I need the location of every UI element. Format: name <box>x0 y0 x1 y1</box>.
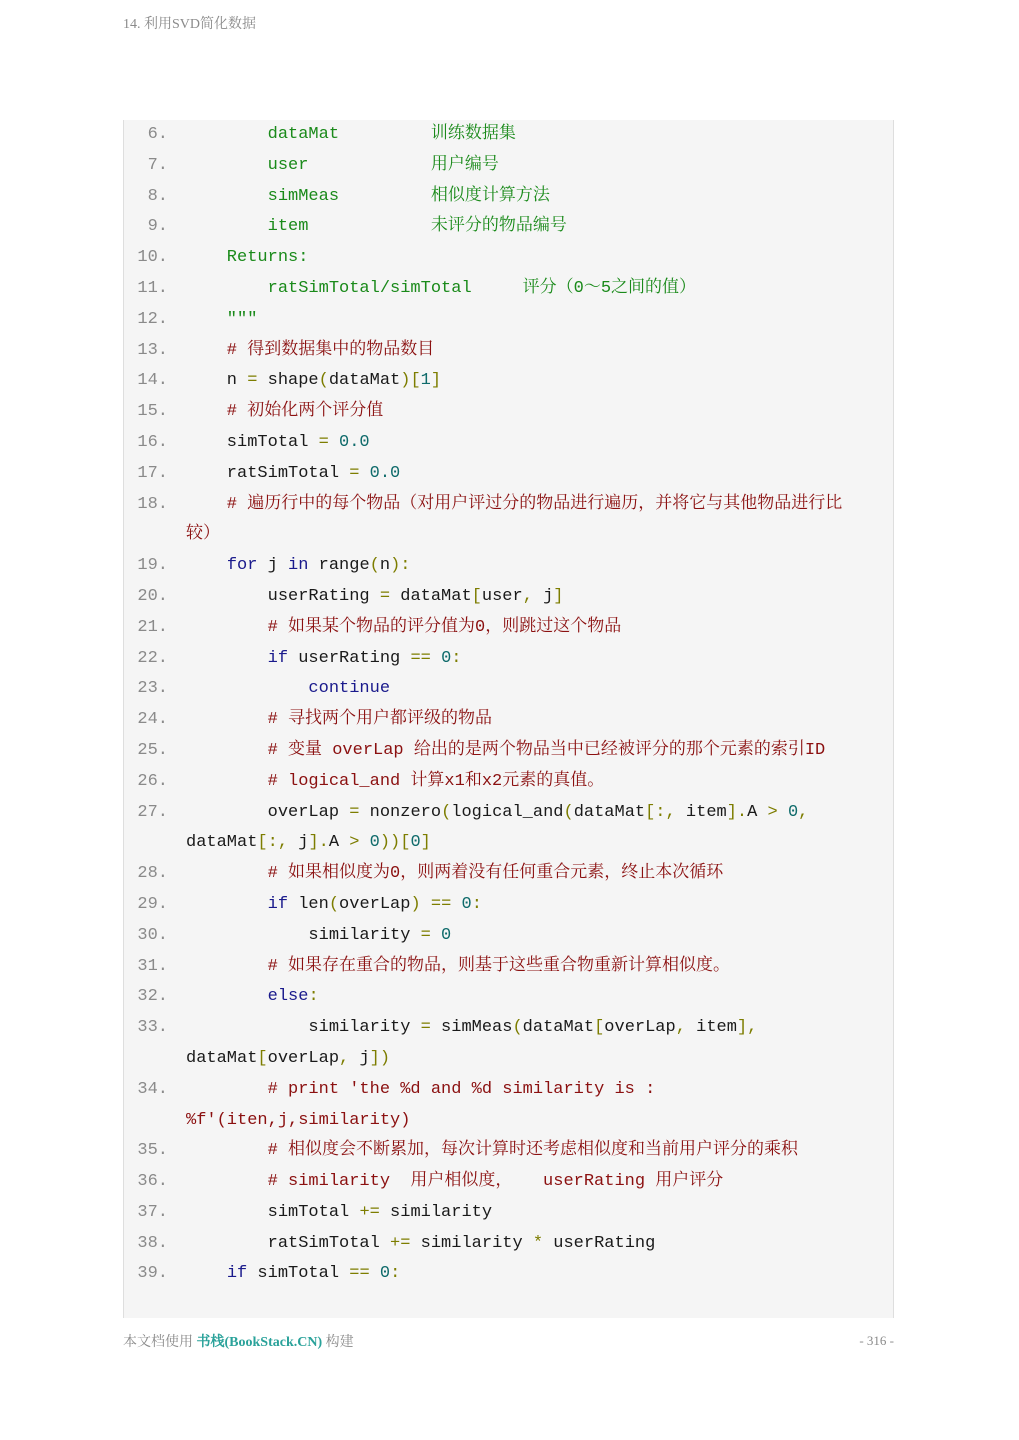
code-token <box>186 1264 227 1283</box>
code-token: [:, <box>257 833 289 853</box>
code-token: 0 <box>461 894 472 914</box>
line-number: 24. <box>137 710 168 730</box>
code-block <box>123 120 894 1318</box>
code-line <box>124 120 893 151</box>
code-line <box>124 1106 893 1137</box>
code-token: 0 <box>369 833 380 853</box>
code-token: , <box>339 1048 350 1068</box>
code-line <box>124 1259 893 1290</box>
line-number: 19. <box>137 556 168 576</box>
code-line <box>124 736 893 767</box>
code-token: # 得到数据集中的物品数目 <box>186 340 435 360</box>
line-code <box>186 336 434 367</box>
code-token: shape <box>257 371 319 391</box>
code-token: = <box>379 586 391 606</box>
code-token: ): <box>390 556 411 576</box>
code-token: [ <box>257 1048 268 1068</box>
line-number: 21. <box>137 617 168 637</box>
line-number: 17. <box>137 463 168 483</box>
line-number: 26. <box>137 771 168 791</box>
line-code <box>186 520 220 551</box>
code-token: simMeas <box>430 1018 513 1038</box>
line-code <box>186 212 567 243</box>
code-token: += <box>359 1202 380 1222</box>
code-token: similarity <box>186 1018 421 1038</box>
line-code <box>186 182 550 213</box>
code-token: ]. <box>308 833 329 853</box>
code-line <box>124 305 893 336</box>
code-token: dataMat <box>328 371 401 391</box>
code-line <box>124 551 893 582</box>
code-token <box>186 649 268 668</box>
line-code <box>186 582 564 613</box>
code-token: , <box>675 1018 686 1038</box>
code-token: # 如果存在重合的物品，则基于这些重合物重新计算相似度。 <box>186 956 731 976</box>
code-token <box>329 433 339 452</box>
code-token: n <box>186 371 248 391</box>
code-token: , <box>522 586 533 606</box>
code-token: ], <box>736 1018 758 1038</box>
line-number: 33. <box>137 1018 168 1038</box>
code-token <box>359 833 369 852</box>
code-token: ] <box>430 371 442 391</box>
code-token: userRating <box>288 648 411 668</box>
line-code <box>186 397 383 428</box>
code-line <box>124 1136 893 1167</box>
code-token: simTotal <box>186 1202 360 1222</box>
code-line <box>124 243 893 274</box>
line-number: 34. <box>137 1079 168 1099</box>
code-token: # similarity 用户相似度， userRating 用户评分 <box>186 1172 724 1192</box>
code-token: userRating <box>543 1233 656 1253</box>
code-token: 0 <box>441 648 452 668</box>
code-token: # 遍历行中的每个物品（对用户评过分的物品进行遍历，并将它与其他物品进行比 <box>186 494 843 514</box>
line-code <box>186 1229 655 1260</box>
line-code <box>186 366 441 397</box>
code-token: logical_and <box>451 802 564 822</box>
code-lines <box>124 120 893 1290</box>
code-token: item 未评分的物品编号 <box>186 217 567 237</box>
code-token: ( <box>512 1018 523 1038</box>
line-number: 31. <box>137 956 168 976</box>
code-line <box>124 921 893 952</box>
line-number: 28. <box>137 864 168 884</box>
code-token: == <box>430 894 452 914</box>
code-token: : <box>390 1264 401 1284</box>
code-token: similarity <box>379 1202 493 1222</box>
code-token: overLap <box>267 1048 340 1068</box>
code-token: item <box>675 802 727 822</box>
code-line <box>124 890 893 921</box>
line-code <box>186 305 257 336</box>
code-token: # logical_and 计算x1和x2元素的真值。 <box>186 771 605 791</box>
code-token: ]) <box>369 1048 391 1068</box>
line-code <box>186 921 451 952</box>
code-token: 0.0 <box>369 463 401 483</box>
code-line <box>124 828 893 859</box>
code-token: len <box>288 894 329 914</box>
code-token: j <box>257 556 289 576</box>
line-code <box>186 1136 798 1167</box>
code-token: [ <box>594 1018 605 1038</box>
line-number: 12. <box>137 309 168 329</box>
code-token: > <box>767 802 778 822</box>
code-token: = <box>349 802 360 822</box>
code-token: in <box>288 556 309 576</box>
footer-suffix: 构建 <box>322 1335 354 1350</box>
code-line <box>124 674 893 705</box>
code-token <box>431 649 441 668</box>
line-number: 36. <box>137 1172 168 1192</box>
code-token: 较） <box>186 525 220 545</box>
code-token: dataMat <box>522 1018 595 1038</box>
page-footer <box>123 1331 354 1351</box>
code-token: 1 <box>420 371 431 391</box>
line-code <box>186 767 604 798</box>
code-token: 0 <box>441 925 452 945</box>
code-token: similarity <box>410 1233 533 1253</box>
line-code <box>186 1106 410 1137</box>
code-token: simTotal <box>247 1264 350 1284</box>
line-code <box>186 1167 723 1198</box>
code-token: user 用户编号 <box>186 155 499 175</box>
code-token: ratSimTotal <box>186 1233 391 1253</box>
code-line <box>124 1013 893 1044</box>
line-code <box>186 859 723 890</box>
line-number: 25. <box>137 740 168 760</box>
code-token: nonzero <box>359 802 442 822</box>
line-code <box>186 952 730 983</box>
line-number: 38. <box>137 1233 168 1253</box>
code-token: , <box>798 802 809 822</box>
code-token <box>186 556 227 575</box>
code-token: # print 'the %d and %d similarity is : <box>186 1079 656 1099</box>
code-token: overLap <box>339 894 411 914</box>
code-token <box>359 464 369 483</box>
code-token: else <box>267 987 309 1007</box>
line-number: 18. <box>137 494 168 514</box>
line-number: 15. <box>137 402 168 422</box>
code-line <box>124 397 893 428</box>
line-number: 39. <box>137 1264 168 1284</box>
code-line <box>124 336 893 367</box>
line-code <box>186 674 390 705</box>
code-token: # 初始化两个评分值 <box>186 402 384 422</box>
line-number: 7. <box>147 155 168 175</box>
code-token: = <box>349 463 360 483</box>
code-token: ] <box>420 833 431 853</box>
code-line <box>124 274 893 305</box>
code-token: == <box>410 648 431 668</box>
code-token: : <box>471 894 482 914</box>
code-token: = <box>420 1018 431 1038</box>
code-line <box>124 644 893 675</box>
chapter-title: 14. 利用SVD简化数据 <box>123 17 257 32</box>
line-code <box>186 1075 655 1106</box>
line-number: 22. <box>137 648 168 668</box>
line-code <box>186 1044 390 1075</box>
line-code <box>186 613 621 644</box>
code-token: dataMat <box>573 802 646 822</box>
line-number: 8. <box>147 186 168 206</box>
code-token: dataMat <box>186 1048 258 1068</box>
code-token: Returns: <box>186 248 309 268</box>
code-token: ( <box>441 802 452 822</box>
code-token: 0 <box>379 1264 391 1284</box>
line-code <box>186 1198 492 1229</box>
footer-prefix: 本文档使用 <box>123 1335 197 1350</box>
code-token <box>370 1264 380 1283</box>
line-number: 10. <box>137 248 168 268</box>
code-token: * <box>532 1233 544 1253</box>
line-number: 35. <box>137 1141 168 1161</box>
line-code <box>186 1259 400 1290</box>
code-token: ))[ <box>379 833 411 853</box>
line-code <box>186 490 842 521</box>
code-token: range <box>308 556 370 576</box>
code-token: A <box>328 833 350 853</box>
code-token: if <box>226 1264 248 1284</box>
code-line <box>124 459 893 490</box>
line-code <box>186 890 482 921</box>
code-line <box>124 767 893 798</box>
line-code <box>186 828 431 859</box>
code-line <box>124 212 893 243</box>
line-code <box>186 736 825 767</box>
line-number: 30. <box>137 925 168 945</box>
code-token <box>186 679 308 698</box>
code-line <box>124 1044 893 1075</box>
line-number: 9. <box>147 217 168 237</box>
code-token: dataMat 训练数据集 <box>186 125 516 144</box>
code-line <box>124 798 893 829</box>
code-token: ( <box>563 802 574 822</box>
code-line <box>124 1198 893 1229</box>
code-token: %f'(iten,j,similarity) <box>186 1110 411 1130</box>
code-token: ( <box>318 371 329 391</box>
code-line <box>124 490 893 521</box>
code-token: ratSimTotal/simTotal 评分（0～5之间的值） <box>186 278 697 298</box>
line-number: 13. <box>137 340 168 360</box>
code-token: dataMat <box>186 833 258 853</box>
code-token: )[ <box>400 371 421 391</box>
code-token: """ <box>186 309 258 329</box>
line-code <box>186 798 808 829</box>
code-token: n <box>379 556 391 576</box>
code-token: # 如果某个物品的评分值为0，则跳过这个物品 <box>186 617 622 637</box>
code-token: j <box>288 833 309 853</box>
line-number: 29. <box>137 894 168 914</box>
code-token: overLap <box>604 1018 676 1038</box>
code-line <box>124 1167 893 1198</box>
code-token: [:, <box>645 802 676 822</box>
code-token: A <box>747 802 768 822</box>
code-line <box>124 982 893 1013</box>
code-token <box>451 895 461 914</box>
code-token: = <box>420 925 431 945</box>
code-token: j <box>532 586 554 606</box>
code-line <box>124 520 893 551</box>
code-token: userRating <box>186 586 380 606</box>
line-number: 14. <box>137 371 168 391</box>
code-token: similarity <box>186 925 421 945</box>
line-number: 6. <box>147 125 168 144</box>
code-token: continue <box>308 679 391 699</box>
line-code <box>186 428 370 459</box>
line-code <box>186 551 410 582</box>
code-line <box>124 1075 893 1106</box>
code-token: # 寻找两个用户都评级的物品 <box>186 710 493 730</box>
code-token: ) <box>410 894 421 914</box>
code-token: ] <box>553 586 564 606</box>
bookstack-link[interactable]: 书栈(BookStack.CN) <box>196 1335 323 1350</box>
code-line <box>124 366 893 397</box>
line-code <box>186 644 461 675</box>
line-code <box>186 705 492 736</box>
code-token: 0 <box>410 833 421 853</box>
code-line <box>124 952 893 983</box>
line-code <box>186 151 499 182</box>
line-number: 16. <box>137 432 168 452</box>
code-token: # 变量 overLap 给出的是两个物品当中已经被评分的那个元素的索引ID <box>186 740 826 760</box>
code-token: += <box>390 1233 411 1253</box>
code-token: simTotal <box>186 432 319 452</box>
line-code <box>186 243 308 274</box>
code-token: item <box>685 1018 737 1038</box>
code-token: [ <box>471 586 482 606</box>
code-token: simMeas 相似度计算方法 <box>186 186 550 206</box>
code-line <box>124 582 893 613</box>
line-number: 23. <box>137 679 168 699</box>
code-token: overLap <box>186 802 350 822</box>
code-token: 0.0 <box>339 432 370 452</box>
code-line <box>124 151 893 182</box>
code-token: 0 <box>787 802 799 822</box>
code-token: == <box>349 1264 370 1284</box>
code-token: ratSimTotal <box>186 463 350 483</box>
code-token: j <box>349 1048 370 1068</box>
code-token <box>431 926 441 945</box>
code-line <box>124 859 893 890</box>
code-token: ]. <box>726 802 748 822</box>
line-number: 20. <box>137 586 168 606</box>
code-line <box>124 613 893 644</box>
code-line <box>124 705 893 736</box>
code-token: if <box>267 648 289 668</box>
code-token: # 相似度会不断累加，每次计算时还考虑相似度和当前用户评分的乘积 <box>186 1141 799 1161</box>
code-token: if <box>267 894 289 914</box>
line-code <box>186 120 516 151</box>
code-token: ( <box>328 894 340 914</box>
line-code <box>186 982 319 1013</box>
line-number: 32. <box>137 987 168 1007</box>
code-token: for <box>226 556 258 576</box>
code-token: ( <box>369 556 380 576</box>
code-token: # 如果相似度为0，则两着没有任何重合元素，终止本次循环 <box>186 864 724 884</box>
code-token: dataMat <box>390 586 472 606</box>
code-token <box>186 987 268 1006</box>
line-code <box>186 274 696 305</box>
line-number: 37. <box>137 1202 168 1222</box>
code-line <box>124 182 893 213</box>
code-token <box>421 895 431 914</box>
page-number: - 316 - <box>859 1333 894 1348</box>
code-line <box>124 428 893 459</box>
code-token: = <box>318 432 329 452</box>
code-token <box>186 895 268 914</box>
code-token: = <box>247 371 258 391</box>
code-token: : <box>308 987 319 1007</box>
code-token <box>778 803 788 822</box>
line-code <box>186 1013 757 1044</box>
code-token: > <box>349 833 360 853</box>
code-line <box>124 1229 893 1260</box>
line-code <box>186 459 400 490</box>
code-token: : <box>451 648 462 668</box>
code-token: user <box>481 586 523 606</box>
line-number: 11. <box>137 278 168 298</box>
line-number: 27. <box>137 802 168 822</box>
